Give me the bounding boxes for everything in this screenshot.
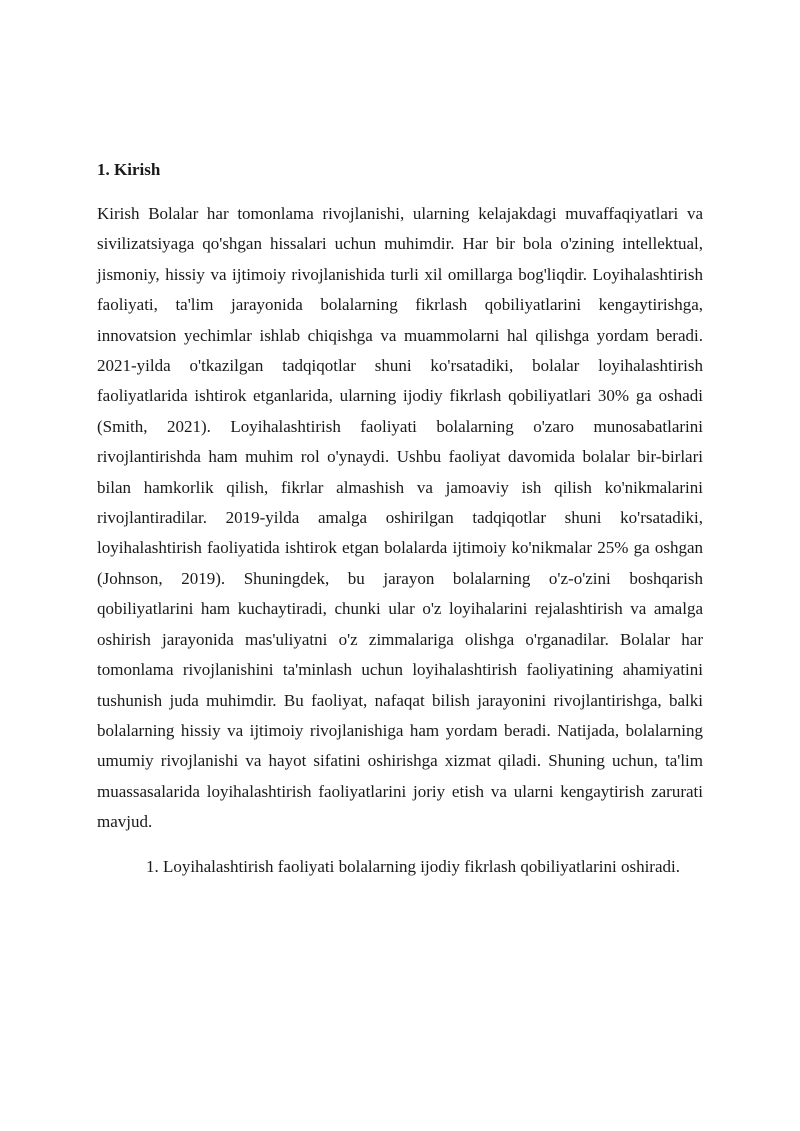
numbered-list [146, 852, 703, 882]
list-item: 1. Loyihalashtirish faoliyati bolalarning ijodiy fikrlash qobiliyatlarini oshiradi. [146, 856, 680, 876]
section-paragraph: Kirish Bolalar har tomonlama rivojlanishi, ularning kelajakdagi muvaffaqiyatlari va sivilizatsiyaga qo'shgan hissalari uchun muhimdir. Har bir bola o'zining intellektual, jismoniy, hissiy va ijtimoiy rivojlanishida turli xil omillarga bog'liqdir. Loyihalashtirish faoliyati, ta'lim jarayonida bolalarning fikrlash qobiliyatlarini kengaytirishga, innovatsion yechimlar ishlab chiqishga va muammolarni hal qilishga yordam beradi. 2021-yilda o'tkazilgan tadqiqotlar shuni ko'rsatadiki, bolalar loyihalashtirish faoliyatlarida ishtirok etganlarida, ularning ijodiy fikrlash qobiliyatlari 30% ga oshadi (Smith, 2021). Loyihalashtirish faoliyati bolalarning o'zaro munosabatlarini rivojlantirishda ham muhim rol o'ynaydi. Ushbu faoliyat davomida bolalar bir-birlari bilan hamkorlik qilish, fikrlar almashish va jamoaviy ish qilish ko'nikmalarini rivojlantiradilar. 2019-yilda amalga oshirilgan tadqiqotlar shuni ko'rsatadiki, loyihalashtirish faoliyatida ishtirok etgan bolalarda ijtimoiy ko'nikmalar 25% ga oshgan (Johnson, 2019). Shuningdek, bu jarayon bolalarning o'z-o'zini boshqarish qobiliyatlarini ham kuchaytiradi, chunki ular o'z loyihalarini rejalashtirish va amalga oshirish jarayonida mas'uliyatni o'z zimmalariga olishga o'rganadilar. Bolalar har tomonlama rivojlanishini ta'minlash uchun loyihalashtirish faoliyatining ahamiyatini tushunish juda muhimdir. Bu faoliyat, nafaqat bilish jarayonini rivojlantirishga, balki bolalarning hissiy va ijtimoiy rivojlanishiga ham yordam beradi. Natijada, bolalarning umumiy rivojlanishi va hayot sifatini oshirishga xizmat qiladi. Shuning uchun, ta'lim muassasalarida loyihalashtirish faoliyatlarini joriy etish va ularni kengaytirish zarurati mavjud. [97, 204, 703, 832]
section-heading: 1. Kirish [97, 160, 161, 179]
page-content [97, 157, 703, 882]
